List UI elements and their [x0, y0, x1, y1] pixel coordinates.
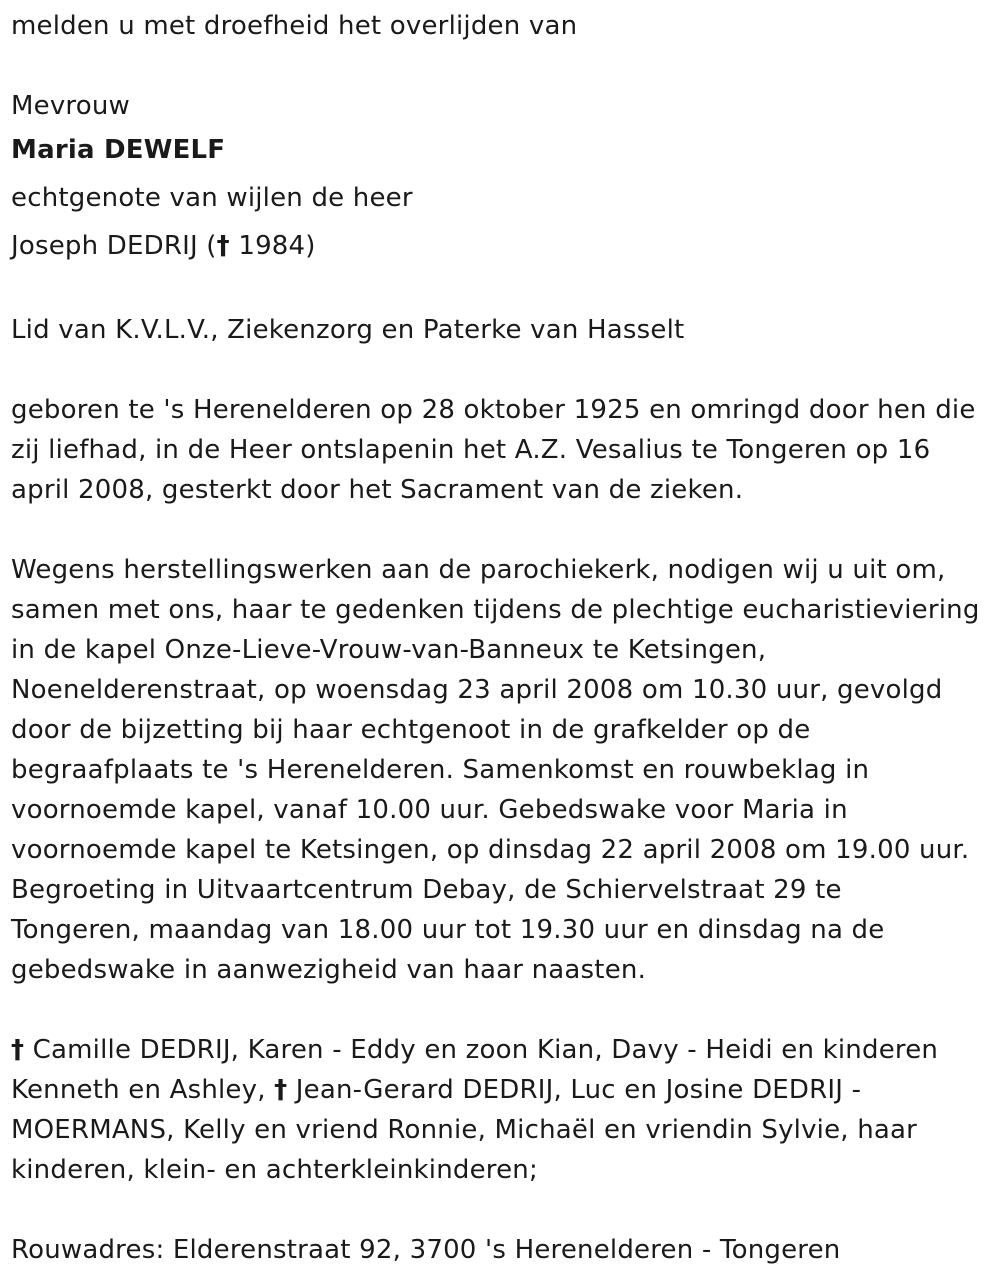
mourning-address: Rouwadres: Elderenstraat 92, 3700 's Herenelderen - Tongeren	[11, 1235, 841, 1265]
honorific: Mevrouw	[11, 91, 130, 121]
spacer	[11, 510, 991, 550]
paragraph-line: samen met ons, haar te gedenken tijdens de plechtige eucharistieviering	[11, 595, 980, 625]
paragraph-line: voornoemde kapel te Ketsingen, op dinsdag 22 april 2008 om 19.00 uur.	[11, 835, 970, 865]
intro-text: melden u met droefheid het overlijden van	[11, 11, 578, 41]
birth-paragraph	[11, 390, 991, 510]
paragraph-line: Begroeting in Uitvaartcentrum Debay, de Schiervelstraat 29 te	[11, 875, 842, 905]
family-text: Camille DEDRIJ, Karen - Eddy en zoon Kian, Davy - Heidi en kinderen	[24, 1035, 939, 1065]
paragraph-line: Tongeren, maandag van 18.00 uur tot 19.30 uur en dinsdag na de	[11, 915, 885, 945]
death-notice	[11, 6, 991, 1270]
spacer	[11, 1190, 991, 1230]
paragraph-line: zij liefhad, in de Heer ontslapenin het A.Z. Vesalius te Tongeren op 16	[11, 435, 931, 465]
spouse-line-2	[11, 222, 991, 270]
family-paragraph	[11, 1030, 991, 1190]
family-line-4: kinderen, klein- en achterkleinkinderen;	[11, 1155, 538, 1185]
paragraph-line: Noenelderenstraat, op woensdag 23 april 2008 om 10.30 uur, gevolgd	[11, 675, 943, 705]
paragraph-line: begraafplaats te 's Herenelderen. Samenkomst en rouwbeklag in	[11, 755, 870, 785]
spacer	[11, 990, 991, 1030]
spacer	[11, 350, 991, 390]
family-line-3: MOERMANS, Kelly en vriend Ronnie, Michaël en vriendin Sylvie, haar	[11, 1115, 918, 1145]
family-text: Jean-Gerard DEDRIJ, Luc en Josine DEDRIJ -	[287, 1075, 862, 1105]
paragraph-line: april 2008, gesterkt door het Sacrament van de zieken.	[11, 475, 744, 505]
cross-icon: †	[274, 1075, 288, 1105]
family-line-1	[11, 1030, 991, 1070]
family-line-2	[11, 1070, 991, 1110]
family-text: Kenneth en Ashley,	[11, 1075, 275, 1105]
cross-icon: †	[216, 231, 230, 261]
paragraph-line: gebedswake in aanwezigheid van haar naasten.	[11, 955, 647, 985]
spacer	[11, 46, 991, 86]
spouse-name: Joseph DEDRIJ (	[11, 231, 217, 261]
membership-text: Lid van K.V.L.V., Ziekenzorg en Paterke van Hasselt	[11, 315, 685, 345]
spacer	[11, 270, 991, 310]
ceremony-paragraph	[11, 550, 991, 990]
deceased-name: Maria DEWELF	[11, 135, 226, 165]
spouse-death-year: 1984)	[229, 231, 316, 261]
paragraph-line: geboren te 's Herenelderen op 28 oktober 1925 en omringd door hen die	[11, 395, 976, 425]
paragraph-line: Wegens herstellingswerken aan de parochiekerk, nodigen wij u uit om,	[11, 555, 946, 585]
cross-icon: †	[11, 1035, 25, 1065]
paragraph-line: voornoemde kapel, vanaf 10.00 uur. Gebedswake voor Maria in	[11, 795, 848, 825]
paragraph-line: in de kapel Onze-Lieve-Vrouw-van-Banneux te Ketsingen,	[11, 635, 767, 665]
spouse-line-1: echtgenote van wijlen de heer	[11, 183, 413, 213]
paragraph-line: door de bijzetting bij haar echtgenoot in de grafkelder op de	[11, 715, 811, 745]
